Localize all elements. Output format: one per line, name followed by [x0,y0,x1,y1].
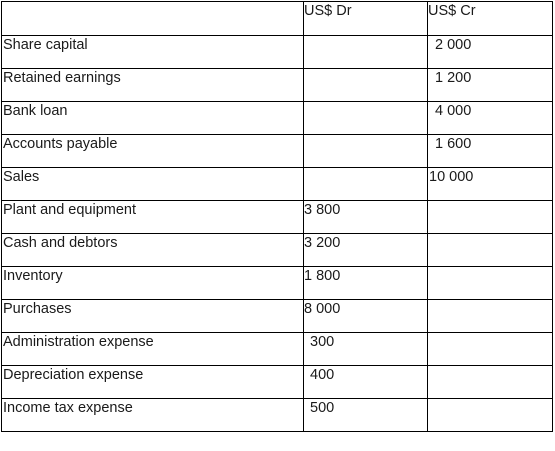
debit-amount [304,36,427,37]
debit-amount: 300 [310,334,335,350]
debit-cell [304,168,428,201]
table-row [2,135,553,168]
credit-cell [428,300,553,333]
account-cell [2,366,304,399]
debit-cell [304,399,428,432]
credit-amount: 1 600 [435,136,472,152]
table-row [2,234,553,267]
credit-cell [428,399,553,432]
account-name: Share capital [3,37,88,53]
header-account-cell [2,2,304,36]
account-cell [2,168,304,201]
trial-balance-table [1,1,553,432]
account-name: Purchases [3,301,72,317]
credit-cell [428,36,553,69]
credit-amount [428,366,552,367]
account-name: Plant and equipment [3,202,137,218]
credit-cell [428,234,553,267]
header-account-label [2,2,303,3]
debit-cell [304,102,428,135]
account-cell [2,267,304,300]
debit-cell [304,300,428,333]
account-cell [2,300,304,333]
table-row [2,399,553,432]
debit-amount: 400 [310,367,335,383]
debit-amount [304,168,427,169]
debit-cell [304,36,428,69]
debit-amount: 500 [310,400,335,416]
account-name: Accounts payable [3,136,118,152]
header-debit-label: US$ Dr [304,3,352,19]
credit-amount: 2 000 [435,37,472,53]
debit-cell [304,366,428,399]
account-name: Income tax expense [3,400,133,416]
debit-cell [304,267,428,300]
table-row [2,267,553,300]
credit-cell [428,69,553,102]
credit-amount [428,300,552,301]
account-name: Sales [3,169,40,185]
header-row [2,2,553,36]
account-cell [2,333,304,366]
account-cell [2,135,304,168]
credit-cell [428,267,553,300]
credit-cell [428,366,553,399]
debit-amount: 3 200 [304,235,341,251]
credit-amount: 10 000 [429,169,474,185]
debit-amount [304,69,427,70]
credit-amount: 4 000 [435,103,472,119]
debit-amount: 1 800 [304,268,341,284]
debit-cell [304,135,428,168]
table-row [2,36,553,69]
debit-amount: 8 000 [304,301,341,317]
debit-amount: 3 800 [304,202,341,218]
account-name: Cash and debtors [3,235,118,251]
table-row [2,300,553,333]
table-row [2,201,553,234]
debit-cell [304,201,428,234]
credit-amount [428,201,552,202]
credit-amount [428,333,552,334]
debit-cell [304,234,428,267]
credit-cell [428,135,553,168]
table-row [2,168,553,201]
header-credit-cell [428,2,553,36]
account-name: Depreciation expense [3,367,144,383]
credit-cell [428,201,553,234]
debit-amount [304,102,427,103]
debit-cell [304,69,428,102]
account-name: Retained earnings [3,70,121,86]
account-name: Administration expense [3,334,154,350]
credit-cell [428,102,553,135]
credit-amount [428,267,552,268]
header-credit-label: US$ Cr [428,3,476,19]
account-cell [2,102,304,135]
account-name: Bank loan [3,103,68,119]
account-cell [2,36,304,69]
credit-cell [428,333,553,366]
credit-amount: 1 200 [435,70,472,86]
credit-cell [428,168,553,201]
account-cell [2,399,304,432]
credit-amount [428,234,552,235]
credit-amount [428,399,552,400]
account-cell [2,234,304,267]
account-cell [2,69,304,102]
table-row [2,69,553,102]
table-row [2,102,553,135]
header-debit-cell [304,2,428,36]
table-row [2,366,553,399]
account-cell [2,201,304,234]
account-name: Inventory [3,268,63,284]
debit-cell [304,333,428,366]
table-row [2,333,553,366]
debit-amount [304,135,427,136]
